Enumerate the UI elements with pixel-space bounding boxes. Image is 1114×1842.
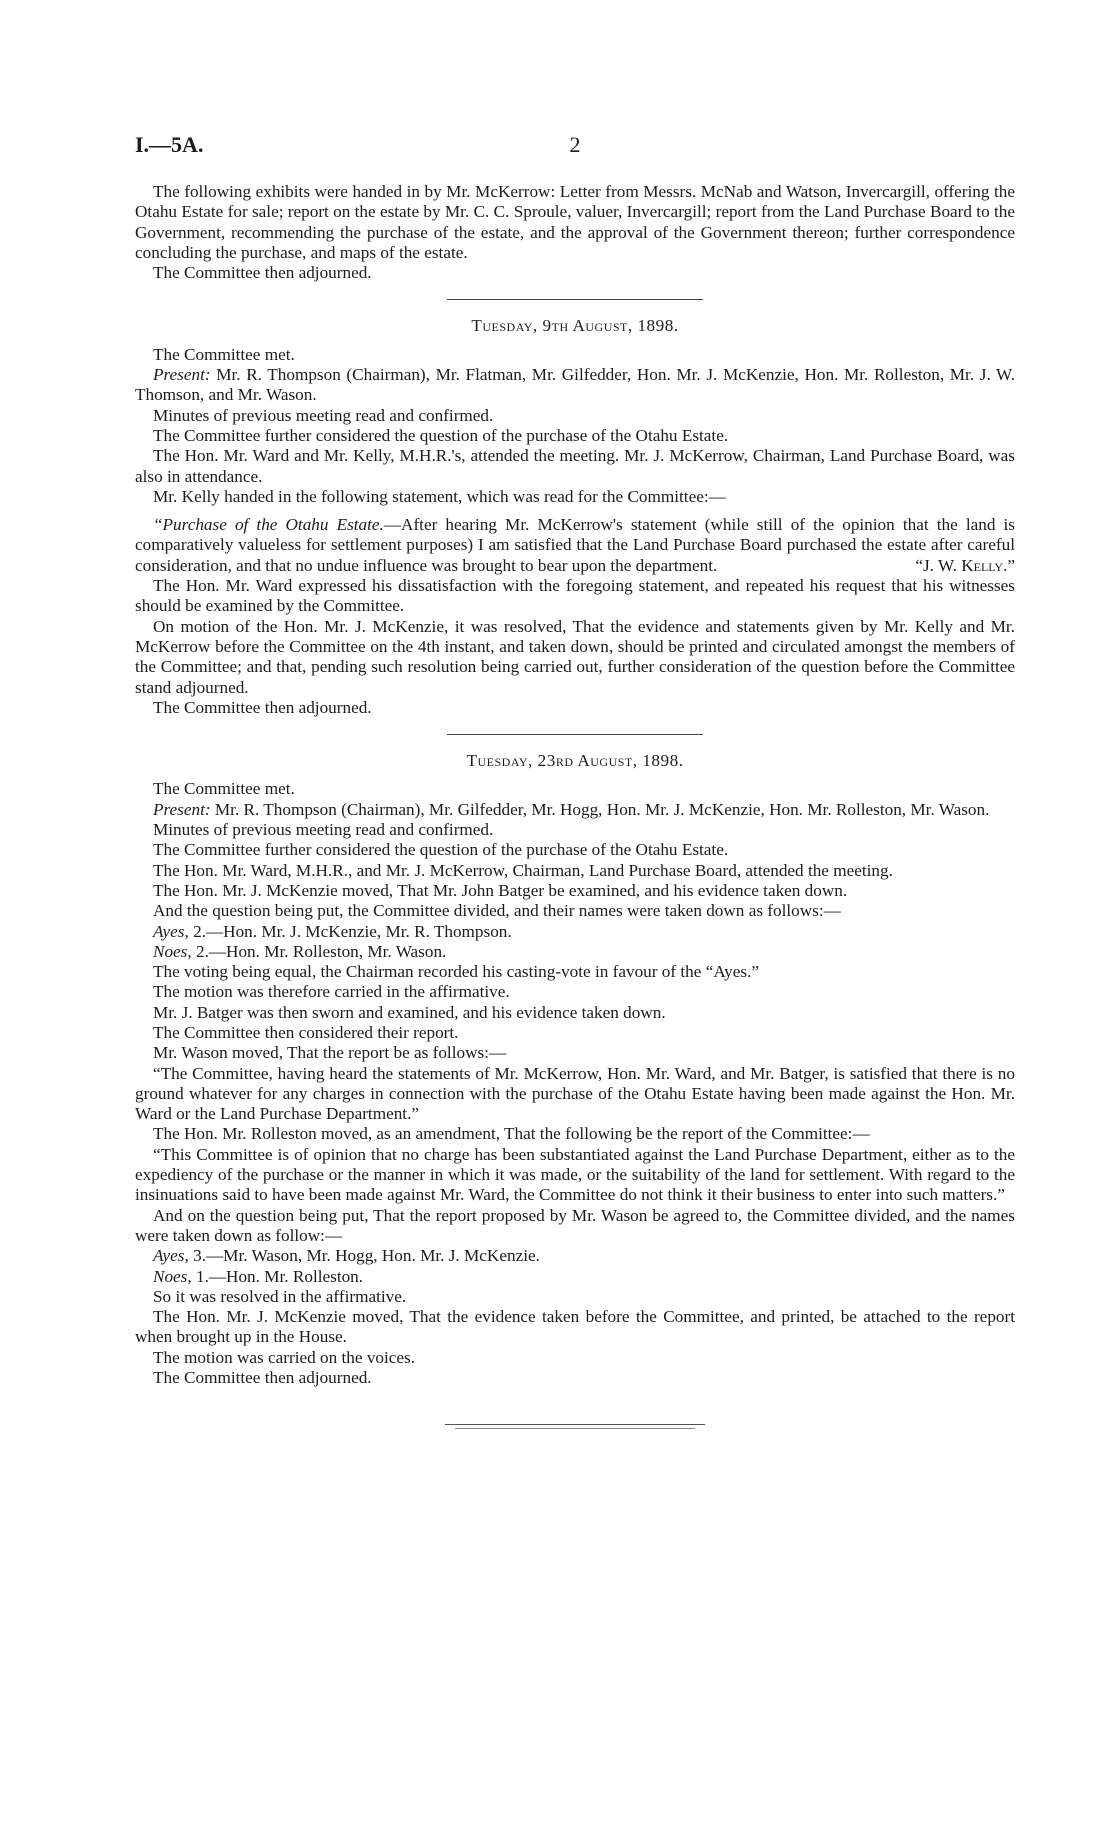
paper-reference: I.—5A. <box>135 132 204 157</box>
noes-names: 1.—Hon. Mr. Rolleston. <box>191 1266 364 1286</box>
kelly-statement <box>135 515 1015 576</box>
page-header <box>135 132 1015 162</box>
noes-vote <box>135 942 1015 962</box>
statement-title: “Purchase of the Otahu Estate. <box>153 515 384 535</box>
minutes-paragraph: Minutes of previous meeting read and confirmed. <box>153 405 494 425</box>
evidence-motion: The Hon. Mr. J. McKenzie moved, That the evidence taken before the Committee, and printed, be attached to the report when brought up in the House. <box>135 1307 1015 1347</box>
voices-paragraph: The motion was carried on the voices. <box>153 1347 416 1367</box>
sworn-paragraph: Mr. J. Batger was then sworn and examined, and his evidence taken down. <box>153 1002 666 1022</box>
ayes-names: 2.—Hon. Mr. J. McKenzie, Mr. R. Thompson. <box>188 921 512 941</box>
present-members: Mr. R. Thompson (Chairman), Mr. Flatman, Mr. Gilfedder, Hon. Mr. J. McKenzie, Hon. Mr. Rolleston, Mr. J. W. Thomson, and Mr. Wason. <box>135 365 1015 405</box>
meeting-heading: Tuesday, 23rd August, 1898. <box>466 751 684 771</box>
question-paragraph: And on the question being put, That the report proposed by Mr. Wason be agreed to, the Committee divided, and the names were taken down as follow:— <box>135 1205 1015 1245</box>
section-divider <box>447 734 703 735</box>
motion-paragraph: On motion of the Hon. Mr. J. McKenzie, it was resolved, That the evidence and statements given by Mr. Kelly and Mr. McKerrow before the Committee on the 4th instant, and taken down, should be printed and circulated amongst the members of the Committee; and that, pending such resolution being carried out, further consideration of the question before the Committee stand adjourned. <box>135 616 1015 697</box>
casting-vote: The voting being equal, the Chairman recorded his casting-vote in favour of the “Ayes.” <box>153 962 759 982</box>
present-label: Present: <box>153 799 211 819</box>
present-label: Present: <box>153 365 211 385</box>
division-paragraph: And the question being put, the Committee divided, and their names were taken down as follows:— <box>153 901 841 921</box>
noes-label: Noes, <box>153 1266 192 1286</box>
rolleston-report: “This Committee is of opinion that no charge has been substantiated against the Land Purchase Department, either as to the expediency of the purchase or the manner in which it was made, or the suitability of the land for settlement. With regard to the insinuations said to have been made against Mr. Ward, the Committee do not think it their business to enter into such matters.” <box>135 1144 1015 1205</box>
statement-signature: “J. W. Kelly.” <box>915 555 1015 575</box>
present-paragraph <box>135 365 1015 406</box>
wason-report: “The Committee, having heard the statements of Mr. McKerrow, Hon. Mr. Ward, and Mr. Batger, is satisfied that there is no ground whatever for any charges in connection with the purchase of the Otahu Estate having been made against the Hon. Mr. Ward or the Land Purchase Department.” <box>135 1063 1015 1124</box>
ayes-vote <box>135 1246 1015 1266</box>
attended-paragraph: The Hon. Mr. Ward, M.H.R., and Mr. J. McKerrow, Chairman, Land Purchase Board, attended the meeting. <box>153 860 893 880</box>
section-divider <box>447 299 703 300</box>
rolleston-motion: The Hon. Mr. Rolleston moved, as an amendment, That the following be the report of the Committee:— <box>153 1124 870 1144</box>
adjourned-paragraph: The Committee then adjourned. <box>153 263 372 283</box>
attended-paragraph: The Hon. Mr. Ward and Mr. Kelly, M.H.R.'s, attended the meeting. Mr. J. McKerrow, Chairman, Land Purchase Board, was also in attendance. <box>135 446 1015 486</box>
ayes-names: 3.—Mr. Wason, Mr. Hogg, Hon. Mr. J. McKenzie. <box>188 1246 540 1266</box>
dissatisfaction-paragraph: The Hon. Mr. Ward expressed his dissatisfaction with the foregoing statement, and repeated his request that his witnesses should be examined by the Committee. <box>135 576 1015 616</box>
statement-text: —After hearing Mr. McKerrow's statement (while still of the opinion that the land is comparatively valueless for settlement purposes) I am satisfied that the Land Purchase Board purchased the estate after careful consideration, and that no undue influence was brought to bear upon the department. <box>135 515 1015 575</box>
noes-label: Noes, <box>153 941 192 961</box>
ayes-label: Ayes, <box>153 1246 189 1266</box>
document-body <box>135 182 1015 1441</box>
end-divider <box>445 1424 705 1425</box>
statement-intro: Mr. Kelly handed in the following statement, which was read for the Committee:— <box>153 486 726 506</box>
ayes-vote <box>135 922 1015 942</box>
batger-motion: The Hon. Mr. J. McKenzie moved, That Mr. John Batger be examined, and his evidence taken down. <box>153 880 848 900</box>
carried-paragraph: The motion was therefore carried in the affirmative. <box>153 982 510 1002</box>
considered-paragraph: The Committee further considered the question of the purchase of the Otahu Estate. <box>153 840 729 860</box>
noes-names: 2.—Hon. Mr. Rolleston, Mr. Wason. <box>191 941 447 961</box>
minutes-paragraph: Minutes of previous meeting read and confirmed. <box>153 820 494 840</box>
resolved-paragraph: So it was resolved in the affirmative. <box>153 1286 407 1306</box>
committee-met: The Committee met. <box>153 344 295 364</box>
adjourned-paragraph: The Committee then adjourned. <box>153 1368 372 1388</box>
meeting-heading: Tuesday, 9th August, 1898. <box>471 316 679 336</box>
committee-met: The Committee met. <box>153 779 295 799</box>
adjourned-paragraph: The Committee then adjourned. <box>153 697 372 717</box>
report-considered: The Committee then considered their report. <box>153 1022 459 1042</box>
present-paragraph <box>135 800 1015 820</box>
noes-vote <box>135 1267 1015 1287</box>
wason-motion: Mr. Wason moved, That the report be as follows:— <box>153 1043 507 1063</box>
page-number: 2 <box>569 132 581 157</box>
ayes-label: Ayes, <box>153 921 189 941</box>
considered-paragraph: The Committee further considered the question of the purchase of the Otahu Estate. <box>153 425 729 445</box>
exhibits-paragraph: The following exhibits were handed in by Mr. McKerrow: Letter from Messrs. McNab and Watson, Invercargill, offering the Otahu Estate for sale; report on the estate by Mr. C. C. Sproule, valuer, Invercargill; report from the Land Purchase Board to the Government, recommending the purchase of the estate, and the approval of the Government thereon; further correspondence concluding the purchase, and maps of the estate. <box>135 182 1015 262</box>
present-members: Mr. R. Thompson (Chairman), Mr. Gilfedder, Mr. Hogg, Hon. Mr. J. McKenzie, Hon. Mr. Rolleston, Mr. Wason. <box>210 799 990 819</box>
